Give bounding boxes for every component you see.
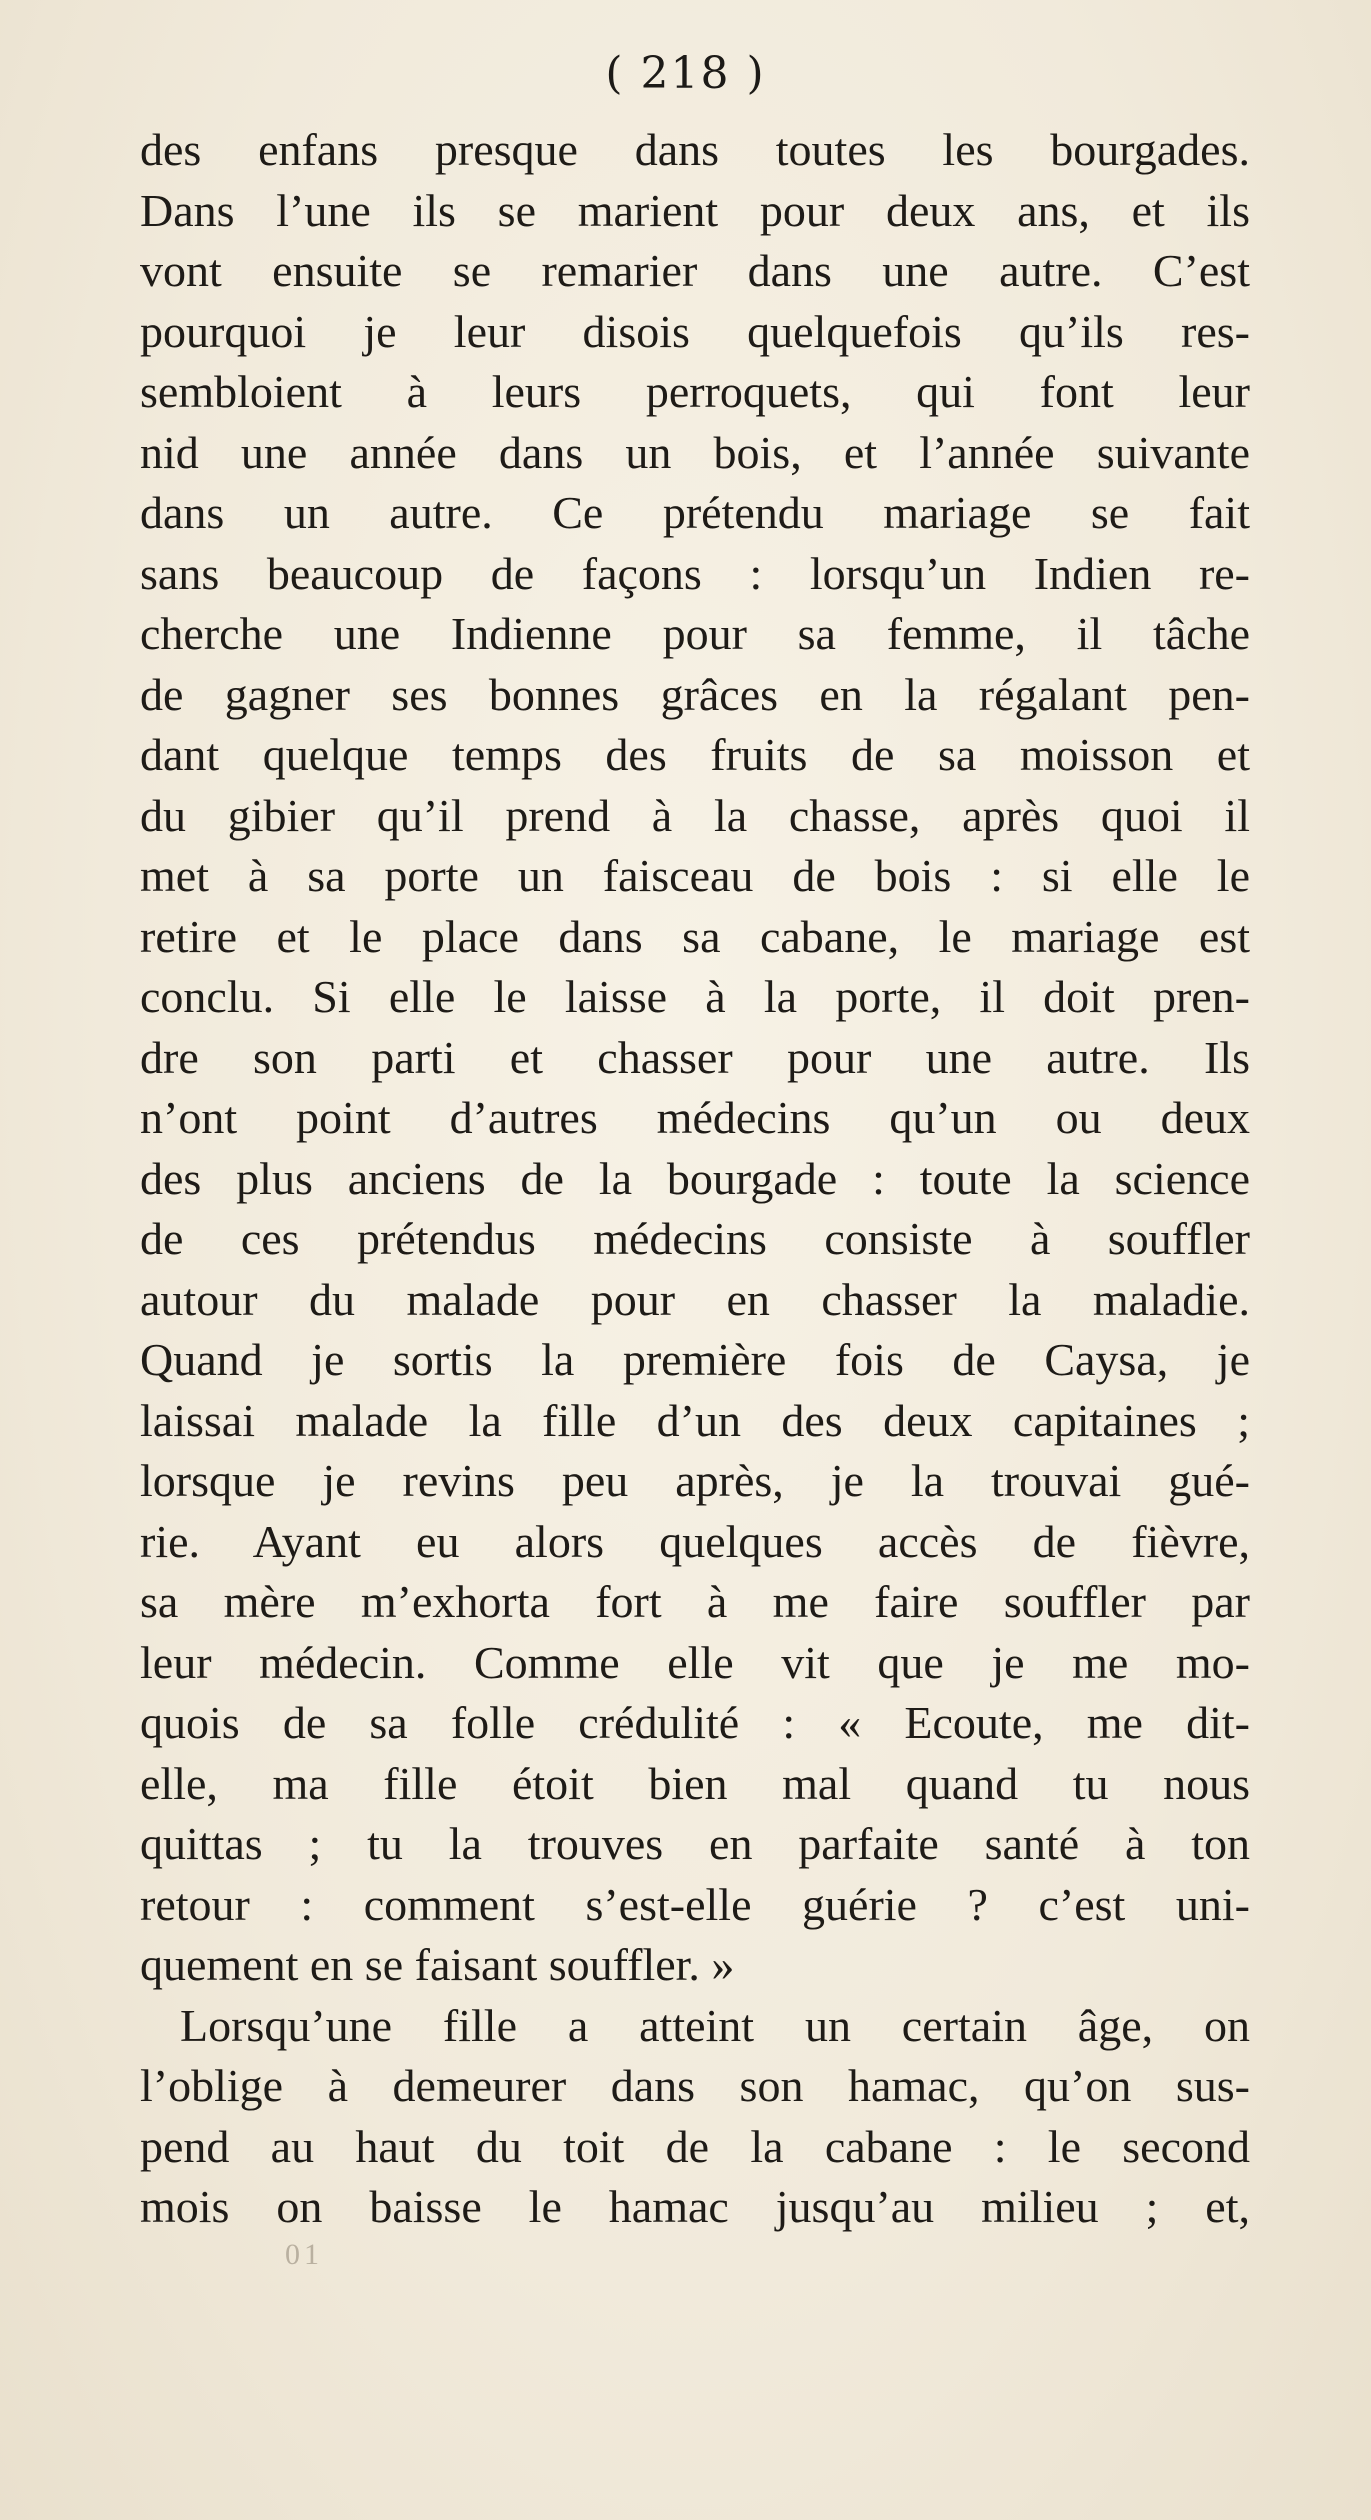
text-line: rie. Ayant eu alors quelques accès de fièvre,	[140, 1515, 1250, 1567]
text-line: n’ont point d’autres médecins qu’un ou deux	[140, 1092, 1250, 1143]
text-line: cherche une Indienne pour sa femme, il tâche	[140, 608, 1250, 659]
text-line: pend au haut du toit de la cabane : le second	[140, 2120, 1250, 2172]
text-line: Dans l’une ils se marient pour deux ans, et ils	[140, 184, 1250, 236]
body-text	[140, 120, 1250, 2238]
text-line: pourquoi je leur disois quelquefois qu’ils res-	[140, 305, 1250, 357]
text-line: laissai malade la fille d’un des deux capitaines ;	[140, 1394, 1250, 1446]
text-line: retour : comment s’est-elle guérie ? c’est uni-	[140, 1878, 1250, 1930]
text-line: des enfans presque dans toutes les bourgades.	[140, 124, 1250, 175]
text-line: vont ensuite se remarier dans une autre. C’est	[140, 245, 1250, 296]
text-line: met à sa porte un faisceau de bois : si elle le	[140, 850, 1250, 901]
text-line: l’oblige à demeurer dans son hamac, qu’on sus-	[140, 2060, 1250, 2111]
text-line: sa mère m’exhorta fort à me faire souffler par	[140, 1576, 1250, 1627]
text-line: des plus anciens de la bourgade : toute la science	[140, 1152, 1250, 1204]
text-line: quement en se faisant souffler. »	[140, 1939, 735, 1990]
text-line: retire et le place dans sa cabane, le mariage est	[140, 910, 1250, 962]
text-line: de ces prétendus médecins consiste à souffler	[140, 1213, 1250, 1264]
text-line: autour du malade pour en chasser la maladie.	[140, 1273, 1250, 1325]
text-line: quittas ; tu la trouves en parfaite santé à ton	[140, 1818, 1250, 1869]
faint-bleed-through-mark: 01	[285, 2238, 323, 2271]
text-line: mois on baisse le hamac jusqu’au milieu ; et,	[140, 2181, 1250, 2232]
text-line: nid une année dans un bois, et l’année suivante	[140, 426, 1250, 478]
text-line: dre son parti et chasser pour une autre. Ils	[140, 1031, 1250, 1083]
paragraph-start-line: Lorsqu’une fille a atteint un certain âge, on	[180, 1999, 1250, 2051]
text-line: conclu. Si elle le laisse à la porte, il doit pren-	[140, 971, 1250, 1022]
text-line: elle, ma fille étoit bien mal quand tu nous	[140, 1757, 1250, 1809]
text-line: sembloient à leurs perroquets, qui font leur	[140, 366, 1250, 417]
text-line: dans un autre. Ce prétendu mariage se fait	[140, 487, 1250, 538]
text-line: de gagner ses bonnes grâces en la régalant pen-	[140, 668, 1250, 720]
text-line: leur médecin. Comme elle vit que je me mo-	[140, 1636, 1250, 1688]
text-line: quois de sa folle crédulité : « Ecoute, me dit-	[140, 1697, 1250, 1748]
text-line: sans beaucoup de façons : lorsqu’un Indien re-	[140, 547, 1250, 599]
text-line: dant quelque temps des fruits de sa moisson et	[140, 729, 1250, 780]
text-line: du gibier qu’il prend à la chasse, après quoi il	[140, 789, 1250, 841]
text-line: lorsque je revins peu après, je la trouvai gué-	[140, 1455, 1250, 1506]
page-number: ( 218 )	[605, 48, 766, 99]
text-line: Quand je sortis la première fois de Caysa, je	[140, 1334, 1250, 1385]
